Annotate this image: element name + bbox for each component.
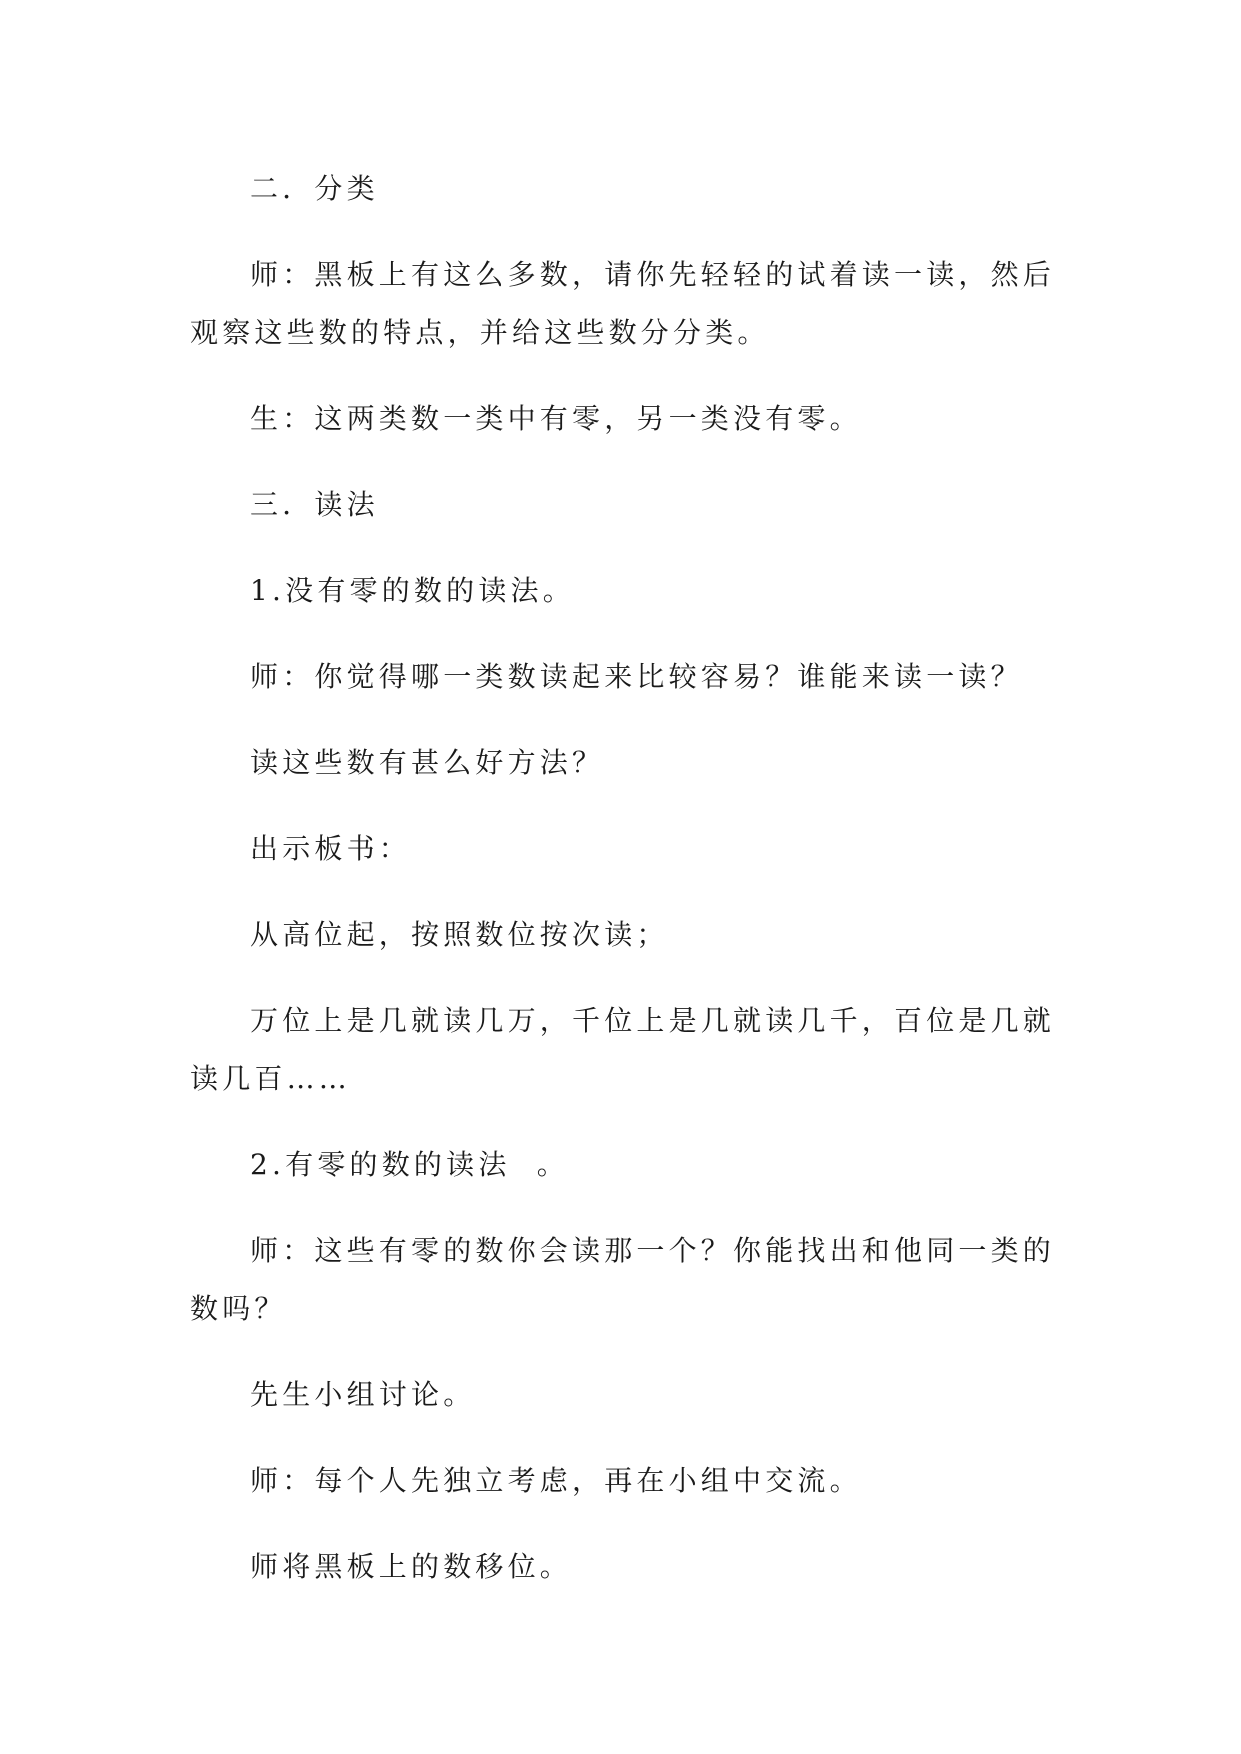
teacher-line-1: 师：黑板上有这么多数，请你先轻轻的试着读一读，然后观察这些数的特点，并给这些数分分类。 <box>190 258 1056 349</box>
question-line: 读这些数有甚么好方法？ <box>250 746 605 779</box>
section-heading-reading: 三．读法 <box>250 488 379 521</box>
teacher-line-3: 师：这些有零的数你会读那一个？你能找出和他同一类的数吗？ <box>190 1234 1056 1325</box>
teacher-action-line: 师将黑板上的数移位。 <box>250 1550 573 1583</box>
subheading-with-zero: 2.有零的数的读法 。 <box>250 1148 569 1181</box>
section-heading-classification: 二．分类 <box>250 172 379 205</box>
group-discussion-line: 先生小组讨论。 <box>250 1378 476 1411</box>
board-label: 出示板书： <box>250 832 412 865</box>
board-rule-1: 从高位起，按照数位按次读； <box>250 918 669 951</box>
teacher-line-4: 师：每个人先独立考虑，再在小组中交流。 <box>250 1464 862 1497</box>
board-rule-2: 万位上是几就读几万，千位上是几就读几千，百位是几就读几百…… <box>190 1004 1056 1095</box>
subheading-no-zero: 1.没有零的数的读法。 <box>250 574 575 607</box>
student-line-1: 生：这两类数一类中有零，另一类没有零。 <box>250 402 862 435</box>
teacher-line-2: 师：你觉得哪一类数读起来比较容易？谁能来读一读？ <box>250 660 1023 693</box>
document-body <box>190 160 1060 1596</box>
